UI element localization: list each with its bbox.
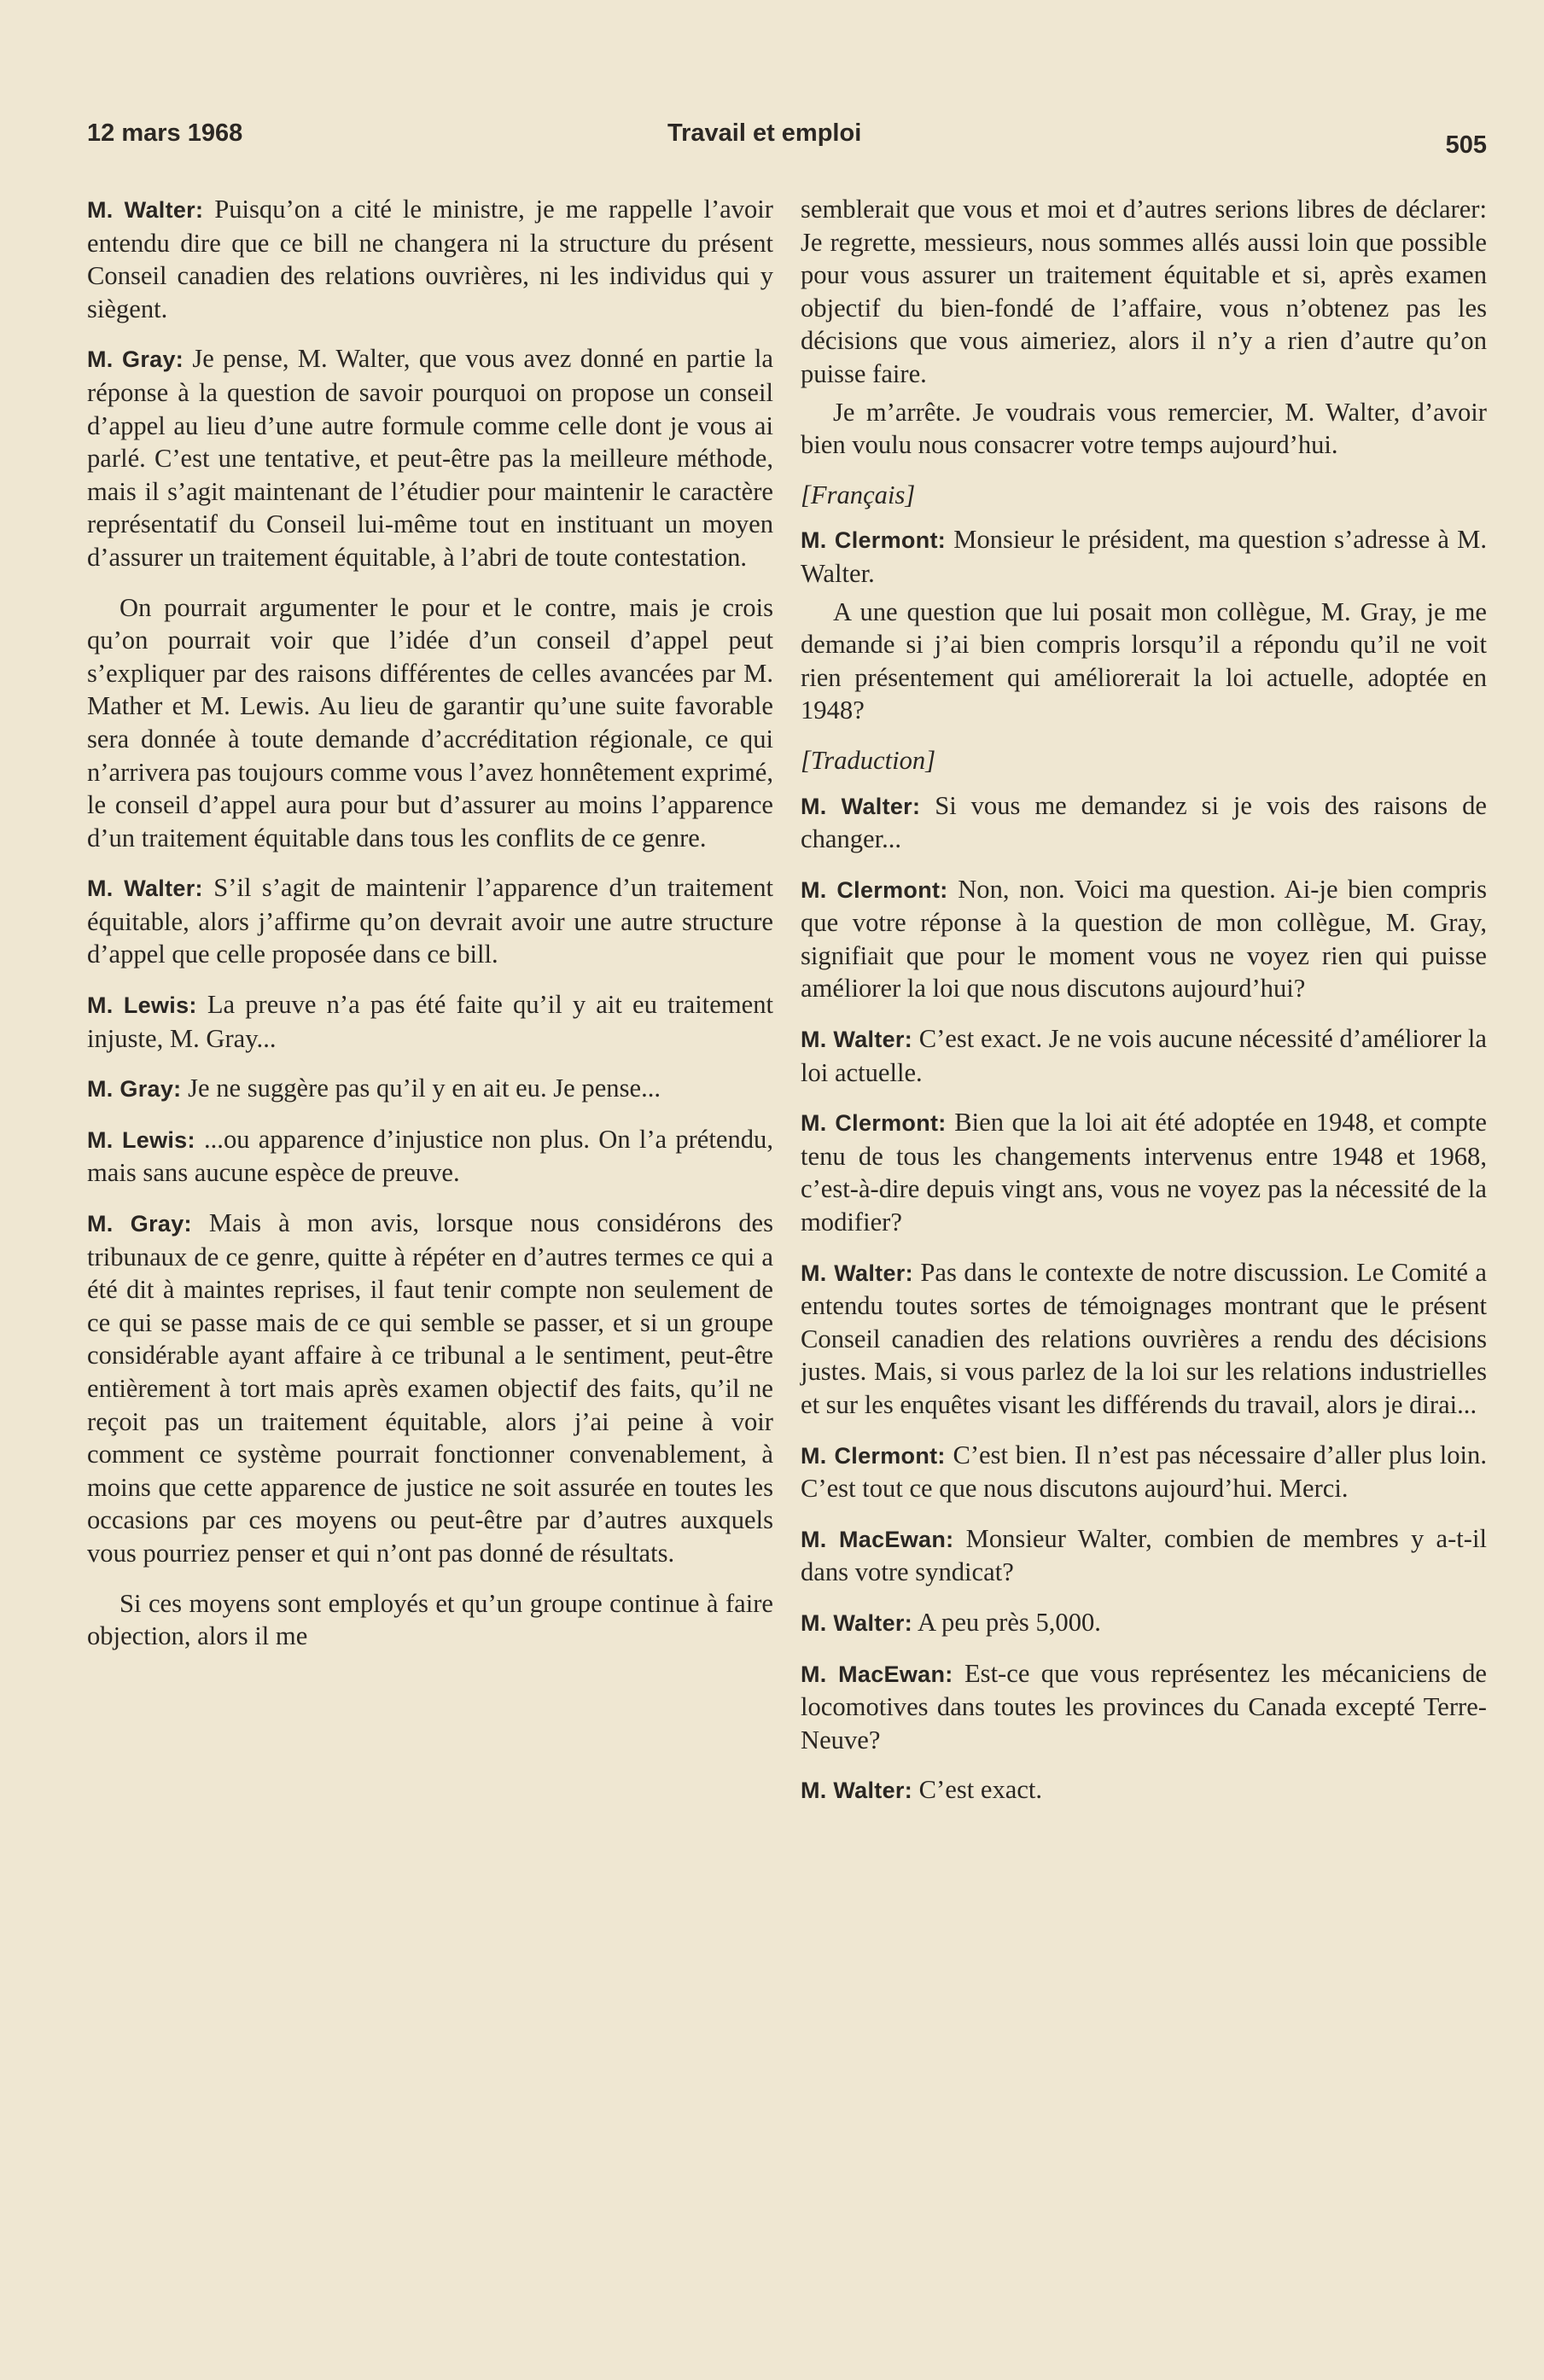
paragraph [801, 523, 1487, 590]
speaker-label: M. Walter: [801, 1778, 912, 1804]
speaker-label: M. Walter: [801, 1609, 912, 1636]
speaker-label: M. Clermont: [801, 1442, 946, 1469]
paragraph-text: Je ne suggère pas qu’il y en ait eu. Je pense... [188, 1074, 661, 1103]
paragraph [801, 396, 1487, 462]
speaker-label: M. Walter: [87, 197, 204, 223]
paragraph [801, 1106, 1487, 1238]
paragraph-text: C’est bien. Il n’est pas nécessaire d’aller plus loin. C’est tout ce que nous discutons aujourd’hui. Merci. [801, 1440, 1488, 1504]
header-date: 12 mars 1968 [87, 119, 243, 147]
paragraph-text: Non, non. Voici ma question. Ai-je bien compris que votre réponse à la question de mon collègue, M. Gray, signifiait que pour le moment vous ne voyez rien qui puisse améliorer la loi que nous discutons aujourd’hui? [801, 874, 1487, 1004]
paragraph [87, 1123, 773, 1190]
paragraph-text: ...ou apparence d’injustice non plus. On l’a prétendu, mais sans aucune espèce de preuve. [87, 1124, 773, 1188]
paragraph [87, 988, 773, 1055]
paragraph-text: Puisqu’on a cité le ministre, je me rappelle l’avoir entendu dire que ce bill ne changera ni la structure du présent Conseil canadien des relations ouvrières, ni les individus qui y siègent. [87, 195, 773, 323]
paragraph-text: semblerait que vous et moi et d’autres serions libres de déclarer: Je regrette, messieurs, nous sommes allés aussi loin que possible pour vous assurer un traitement équitable et si, après examen objectif du bien-fondé de l’affaire, vous n’obtenez pas les décisions que vous aimeriez, alors il n’y a rien d’autre qu’on puisse faire. [801, 195, 1487, 388]
speaker-label: M. Walter: [801, 793, 921, 819]
speaker-label: M. Gray: [87, 1076, 182, 1103]
paragraph-text: Monsieur le président, ma question s’adresse à M. Walter. [801, 525, 1488, 588]
right-column [801, 193, 1487, 1824]
paragraph [801, 1773, 1487, 1807]
paragraph-text: Est-ce que vous représentez les mécaniciens de locomotives dans toutes les provinces du Canada excepté Terre-Neuve? [801, 1658, 1488, 1754]
paragraph [87, 193, 773, 325]
paragraph [801, 789, 1487, 856]
left-column [87, 193, 773, 1670]
paragraph-text: Je m’arrête. Je voudrais vous remercier, M. Walter, d’avoir bien voulu nous consacrer votre temps aujourd’hui. [801, 397, 1487, 460]
speaker-label: M. Gray: [87, 346, 184, 373]
paragraph-text: La preuve n’a pas été faite qu’il y ait eu traitement injuste, M. Gray... [87, 990, 774, 1053]
language-marker: [Français] [801, 480, 916, 509]
paragraph-text: Pas dans le contexte de notre discussion. Le Comité a entendu toutes sortes de témoignages montrant que le présent Conseil canadien des relations ouvrières a rendu des décisions justes. Mais, si vous parlez de la loi sur les relations industrielles et sur les enquêtes visant les différends du travail, alors je dirai... [801, 1257, 1487, 1419]
paragraph-text: Mais à mon avis, lorsque nous considérons des tribunaux de ce genre, quitte à répéter en d’autres termes ce qui a été dit à maintes reprises, il faut tenir compte non seulement de ce qui se passe mais de ce qui semble se passer, et si un groupe considérable ayant affaire à ce tribunal a le sentiment, peut-être entièrement à tort mais après examen objectif des faits, qu’il ne reçoit pas un traitement équitable, alors j’ai peine à voir comment ce système pourrait fonctionner convenablement, à moins que cette apparence de justice ne soit assurée en toutes les occasions par ces moyens ou peut-être par d’autres auxquels vous pourriez penser et qui n’ont pas donné de résultats. [87, 1208, 773, 1568]
paragraph [87, 1072, 773, 1106]
language-marker: [Traduction] [801, 745, 936, 775]
paragraph [801, 1522, 1487, 1589]
paragraph-text: Bien que la loi ait été adoptée en 1948, et compte tenu de tous les changements intervenus entre 1948 et 1968, c’est-à-dire depuis vingt ans, vous ne voyez pas la nécessité de la modifier? [801, 1108, 1487, 1237]
paragraph-text: A peu près 5,000. [917, 1607, 1101, 1637]
speaker-label: M. MacEwan: [801, 1526, 954, 1552]
speaker-label: M. Clermont: [801, 876, 948, 903]
speaker-label: M. Lewis: [87, 1126, 195, 1153]
paragraph-text: A une question que lui posait mon collègue, M. Gray, je me demande si j’ai bien compris lorsqu’il a répondu qu’il ne voit rien présentement qui améliorerait la loi actuelle, adoptée en 1948? [801, 596, 1487, 725]
paragraph [801, 1657, 1487, 1757]
paragraph [87, 342, 773, 573]
paragraph [87, 591, 773, 855]
paragraph [87, 1207, 773, 1570]
paragraph-text: Si vous me demandez si je vois des raisons de changer... [801, 790, 1487, 854]
header-title: Travail et emploi [667, 119, 862, 147]
paragraph [801, 1022, 1487, 1089]
paragraph [801, 193, 1487, 391]
speaker-label: M. Lewis: [87, 992, 197, 1019]
paragraph-text: C’est exact. [918, 1775, 1043, 1805]
speaker-label: M. MacEwan: [801, 1661, 953, 1687]
paragraph [801, 1606, 1487, 1640]
paragraph-text: Si ces moyens sont employés et qu’un groupe continue à faire objection, alors il me [87, 1588, 773, 1651]
page-number: 505 [1445, 131, 1487, 159]
speaker-label: M. Clermont: [801, 527, 947, 554]
paragraph [801, 873, 1487, 1005]
speaker-label: M. Gray: [87, 1211, 192, 1237]
paragraph-text: Monsieur Walter, combien de membres y a-t-il dans votre syndicat? [801, 1523, 1487, 1587]
paragraph-text: Je pense, M. Walter, que vous avez donné en partie la réponse à la question de savoir pourquoi on propose un conseil d’appel au lieu d’une autre formule comme celle dont je vous ai parlé. C’est une tentative, et peut-être pas la meilleure méthode, mais il s’agit maintenant de l’étudier pour maintenir le caractère représentatif du Conseil lui-même tout en instituant un moyen d’assurer un traitement équitable, à l’abri de toute contestation. [87, 344, 773, 572]
paragraph-text: On pourrait argumenter le pour et le contre, mais je crois qu’on pourrait voir que l’idée d’un conseil d’appel peut s’expliquer par des raisons différentes de celles avancées par M. Mather et M. Lewis. Au lieu de garantir qu’une suite favorable sera donnée à toute demande d’accréditation régionale, ce qui n’arrivera pas toujours comme vous l’avez honnêtement exprimé, le conseil d’appel aura pour but d’assurer au moins l’apparence d’un traitement équitable dans tous les conflits de ce genre. [87, 592, 773, 852]
paragraph [801, 1256, 1487, 1422]
speaker-label: M. Walter: [801, 1260, 913, 1286]
speaker-label: M. Clermont: [801, 1110, 947, 1137]
paragraph [801, 596, 1487, 727]
paragraph [87, 1587, 773, 1653]
paragraph [87, 871, 773, 971]
paragraph-text: C’est exact. Je ne vois aucune nécessité d’améliorer la loi actuelle. [801, 1024, 1487, 1087]
paragraph-text: S’il s’agit de maintenir l’apparence d’un traitement équitable, alors j’affirme qu’on devrait avoir une autre structure d’appel que celle proposée dans ce bill. [87, 873, 774, 969]
speaker-label: M. Walter: [801, 1027, 913, 1053]
speaker-label: M. Walter: [87, 876, 203, 902]
page-header [87, 119, 1487, 162]
paragraph [801, 1439, 1487, 1505]
